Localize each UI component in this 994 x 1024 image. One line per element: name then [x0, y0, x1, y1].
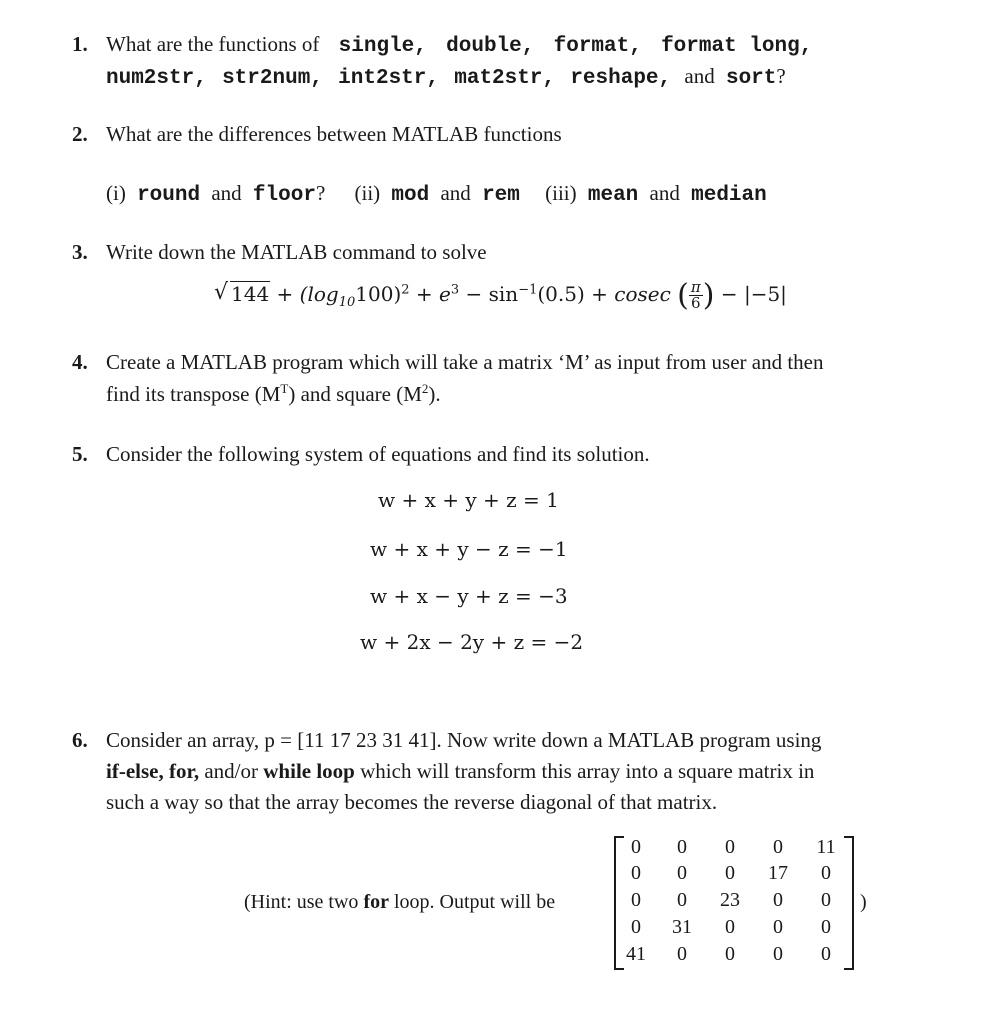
q1-func-str2num: str2num,	[222, 67, 323, 90]
matrix-cell: 0	[773, 916, 783, 938]
matrix-cell: 0	[821, 916, 831, 938]
q2-floor: floor	[252, 184, 316, 207]
q1-func-int2str: int2str,	[338, 67, 439, 90]
q6-line1: Consider an array, p = [11 17 23 31 41]. Now write down a MATLAB program using	[106, 728, 822, 752]
q5-number: 5.	[72, 442, 88, 466]
matrix-cell: 0	[631, 889, 641, 911]
q3-sqrt: √ 144	[214, 282, 270, 306]
matrix-cell: 0	[631, 862, 641, 884]
q3-plus-2: +	[415, 282, 433, 306]
q2-mean: mean	[587, 184, 639, 207]
matrix-cell: 0	[725, 836, 735, 858]
q3-minus-1: −	[465, 282, 483, 306]
q6-line2	[106, 759, 814, 784]
matrix-cell: 0	[677, 836, 687, 858]
matrix-cell: 0	[773, 836, 783, 858]
q4-transpose-sup: T	[280, 381, 289, 396]
q2-median: median	[691, 184, 767, 207]
q6-hint-a: (Hint: use two	[244, 891, 359, 913]
q4-line2	[106, 381, 441, 407]
matrix-cell: 31	[672, 916, 692, 938]
matrix-cell: 0	[773, 943, 783, 965]
q1-func-double: double,	[446, 35, 535, 58]
q1-line1	[106, 32, 812, 58]
q2-ii: (ii)	[354, 181, 381, 205]
q2-and-3: and	[649, 181, 680, 205]
q1-func-num2str: num2str,	[106, 67, 207, 90]
q6-hint-for: for	[363, 891, 389, 913]
q4-l2-a: find its transpose (M	[106, 382, 281, 406]
matrix-cell: 11	[816, 836, 836, 858]
matrix-cell: 0	[773, 889, 783, 911]
output-matrix	[614, 836, 854, 970]
q2-and-1: and	[211, 181, 242, 205]
matrix-cell: 0	[821, 889, 831, 911]
q3-sin-exp: −1	[518, 282, 538, 298]
q2-round: round	[137, 184, 201, 207]
q1-func-reshape: reshape,	[570, 67, 672, 90]
q3-log-arg: 100)	[355, 282, 402, 306]
q6-hint-close: )	[860, 891, 867, 913]
q1-and: and	[684, 64, 715, 88]
q3-abs: |−5|	[743, 282, 787, 306]
q1-func-sort: sort	[725, 67, 777, 90]
q1-line2	[106, 64, 786, 90]
q2-iii: (iii)	[545, 181, 577, 205]
q4-l2-b: ) and square (M	[288, 382, 422, 406]
matrix-cell: 0	[821, 862, 831, 884]
q1-number: 1.	[72, 32, 88, 56]
q4-line1: Create a MATLAB program which will take a matrix ‘M’ as input from user and then	[106, 350, 824, 374]
matrix-cell: 0	[725, 862, 735, 884]
q3-expression: √ $144 + (\log_{10}100)^2 + e^3 - \sin^{-1}(0.5) + cosec$ ( $\frac{\pi}{6}$ ) − |−5|	[214, 278, 787, 313]
q3-minus-2: −	[720, 282, 738, 306]
q3-sin-arg: (0.5)	[537, 282, 585, 306]
q3-number: 3.	[72, 240, 88, 264]
q2-rem: rem	[482, 184, 520, 207]
q3-plus-1: +	[276, 282, 294, 306]
q5-equation-2: w + x + y − z = −1	[370, 537, 568, 561]
q3-sin: sin	[488, 282, 519, 306]
q6-hint-b: loop. Output will be	[393, 891, 556, 913]
q3-sq: 2	[401, 282, 410, 298]
q2-number: 2.	[72, 122, 88, 146]
q4-square-sup: 2	[421, 381, 429, 396]
matrix-cell: 0	[725, 916, 735, 938]
matrix-cell: 23	[720, 889, 740, 911]
q4-number: 4.	[72, 350, 88, 374]
q5-text: Consider the following system of equations and find its solution.	[106, 442, 650, 466]
q2-mod: mod	[391, 184, 430, 207]
q6-hint	[244, 891, 555, 914]
q5-equation-1: w + x + y + z = 1	[378, 488, 559, 512]
q2-qmark: ?	[315, 181, 326, 205]
q3-log-sub: 10	[338, 295, 356, 310]
q3-e: e	[439, 282, 451, 306]
q5-equation-4: w + 2x − 2y + z = −2	[360, 630, 584, 654]
matrix-cell: 0	[725, 943, 735, 965]
q3-e-exp: 3	[450, 282, 460, 298]
q6-line3: such a way so that the array becomes the reverse diagonal of that matrix.	[106, 790, 718, 814]
q3-log: log	[307, 282, 339, 306]
q1-prefix: What are the functions of	[106, 32, 320, 56]
q3-text: Write down the MATLAB command to solve	[106, 240, 487, 264]
matrix-cell: 0	[631, 836, 641, 858]
q2-text: What are the differences between MATLAB functions	[106, 122, 562, 146]
q1-question-mark: ?	[776, 64, 786, 88]
q4-l2-c: ).	[428, 382, 441, 406]
matrix-cell: 0	[677, 862, 687, 884]
q6-andor: and/or	[204, 759, 259, 783]
q6-while: while loop	[263, 759, 355, 783]
q2-i: (i)	[106, 181, 126, 205]
q2-and-2: and	[440, 181, 471, 205]
matrix-cell: 0	[677, 889, 687, 911]
q1-func-single: single,	[338, 35, 427, 58]
q3-six: 6	[691, 294, 701, 312]
q2-items	[106, 181, 767, 207]
matrix-cell: 0	[631, 916, 641, 938]
q6-number: 6.	[72, 728, 88, 752]
q1-func-format: format,	[553, 35, 642, 58]
q3-pi: π	[690, 278, 701, 296]
q6-ifelse: if-else, for,	[106, 759, 200, 783]
q3-plus-3: +	[591, 282, 608, 306]
matrix-cell: 0	[677, 943, 687, 965]
matrix-cell: 0	[821, 943, 831, 965]
q3-cosec: cosec	[614, 282, 671, 306]
q1-func-mat2str: mat2str,	[454, 67, 556, 90]
q6-l2-rest: which will transform this array into a square matrix in	[360, 759, 815, 783]
q5-equation-3: w + x − y + z = −3	[370, 584, 568, 608]
q1-func-format-long: format long,	[661, 35, 813, 58]
matrix-cell: 17	[768, 862, 788, 884]
matrix-cell: 41	[626, 943, 646, 965]
